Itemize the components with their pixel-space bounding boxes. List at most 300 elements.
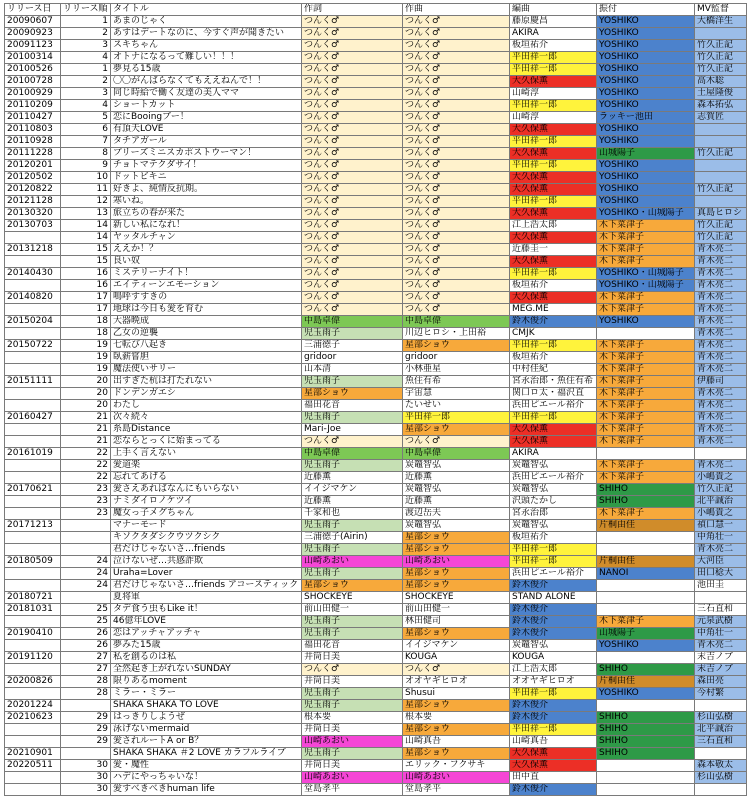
table-cell: つんく♂ (403, 220, 510, 232)
table-cell (695, 196, 747, 208)
table-cell: Shusui (403, 688, 510, 700)
table-cell: 杉山弘樹 (695, 772, 747, 784)
table-cell: 大久保薫 (510, 424, 597, 436)
table-cell: 18 (61, 316, 111, 328)
table-row (5, 376, 747, 388)
table-cell (5, 460, 61, 472)
table-cell: 青木亮二 (695, 280, 747, 292)
table-cell: MEG.ME (510, 304, 597, 316)
table-cell: 青木亮二 (695, 256, 747, 268)
table-cell: つんく♂ (403, 112, 510, 124)
table-cell: 忘れてあげる (111, 472, 302, 484)
table-cell: つんく♂ (403, 16, 510, 28)
table-cell: 末吉ノブ (695, 664, 747, 676)
table-cell: 泳げないmermaid (111, 724, 302, 736)
table-cell: つんく♂ (403, 172, 510, 184)
table-row (5, 64, 747, 76)
table-cell: つんく♂ (403, 40, 510, 52)
table-cell: 青木亮二 (695, 424, 747, 436)
table-cell: 炭竈智弘 (510, 484, 597, 496)
table-cell: YOSHIKO (597, 64, 695, 76)
table-cell: 小嶋貴之 (695, 508, 747, 520)
table-cell: 25 (61, 604, 111, 616)
table-cell: 16 (61, 268, 111, 280)
table-cell: YOSHIKO (597, 172, 695, 184)
table-cell (597, 544, 695, 556)
table-cell: 20100929 (5, 88, 61, 100)
table-cell: 三浦徳子(Airin) (302, 532, 403, 544)
table-cell: 20091123 (5, 40, 61, 52)
table-cell: 23 (61, 508, 111, 520)
table-cell: 木下菜津子 (597, 244, 695, 256)
table-cell: 山崎淳 (510, 88, 597, 100)
table-cell: つんく♂ (302, 256, 403, 268)
table-cell: 板垣祐介 (510, 532, 597, 544)
table-row (5, 352, 747, 364)
table-row (5, 616, 747, 628)
table-cell: SHOCKEYE (403, 592, 510, 604)
table-cell: 22 (61, 472, 111, 484)
table-cell: 平田祥一郎 (510, 688, 597, 700)
table-cell: 末吉ノブ (695, 652, 747, 664)
table-cell: 10 (61, 172, 111, 184)
table-cell: 大久保薫 (510, 184, 597, 196)
table-cell (5, 280, 61, 292)
table-cell: 17 (61, 304, 111, 316)
table-cell: 炭竈智弘 (403, 484, 510, 496)
table-cell: 有頂天LOVE (111, 124, 302, 136)
table-cell: 恋にBooingブー！ (111, 112, 302, 124)
table-cell: 16 (61, 280, 111, 292)
table-row (5, 724, 747, 736)
table-cell (5, 508, 61, 520)
table-cell: 木下菜津子 (597, 460, 695, 472)
table-cell (695, 136, 747, 148)
table-cell: 竹久正記 (695, 220, 747, 232)
table-cell (5, 580, 61, 592)
table-cell: 青木亮二 (695, 640, 747, 652)
table-cell (5, 304, 61, 316)
table-cell: 木下菜津子 (597, 436, 695, 448)
table-cell (597, 652, 695, 664)
table-cell (695, 748, 747, 760)
table-cell (5, 544, 61, 556)
table-cell (597, 772, 695, 784)
table-cell: 20121128 (5, 196, 61, 208)
table-cell: 20110209 (5, 100, 61, 112)
table-cell: 根本要 (403, 712, 510, 724)
table-cell: 20150204 (5, 316, 61, 328)
table-cell: 4 (61, 52, 111, 64)
table-cell: つんく♂ (302, 148, 403, 160)
table-cell: 山崎真吾 (403, 736, 510, 748)
table-cell (5, 328, 61, 340)
table-cell (695, 784, 747, 796)
table-cell: 平田祥一郎 (510, 556, 597, 568)
table-row (5, 136, 747, 148)
table-cell (5, 664, 61, 676)
table-row (5, 40, 747, 52)
table-cell: 片桐由佳 (597, 676, 695, 688)
table-cell: 29 (61, 712, 111, 724)
table-cell: 20110427 (5, 112, 61, 124)
table-cell: gridoor (302, 352, 403, 364)
table-cell: 19 (61, 340, 111, 352)
table-cell (695, 700, 747, 712)
table-cell: つんく♂ (302, 244, 403, 256)
table-cell: 20100314 (5, 52, 61, 64)
table-row (5, 436, 747, 448)
table-cell: つんく♂ (302, 208, 403, 220)
table-cell (5, 256, 61, 268)
table-cell: 藤原慶昌 (510, 16, 597, 28)
table-cell: 出すぎた杭は打たれない (111, 376, 302, 388)
table-cell: キソクタダシクウツクシク (111, 532, 302, 544)
table-cell: 山崎あおい (302, 772, 403, 784)
table-row (5, 220, 747, 232)
table-cell: 平田祥一郎 (510, 196, 597, 208)
table-cell: マナーモード (111, 520, 302, 532)
table-cell (5, 436, 61, 448)
table-cell: 22 (61, 448, 111, 460)
table-cell: 浜田ピエール裕介 (510, 568, 597, 580)
table-cell: Uraha=Lover (111, 568, 302, 580)
table-cell: 鈴木俊介 (510, 316, 597, 328)
table-cell: 福田花音 (302, 400, 403, 412)
table-cell: 寒いね。 (111, 196, 302, 208)
table-cell (695, 448, 747, 460)
table-cell: 林田健司 (403, 616, 510, 628)
table-cell: 愛道楽 (111, 460, 302, 472)
table-cell: 夢見る15歳 (111, 64, 302, 76)
table-cell: 中島卓偉 (302, 448, 403, 460)
column-header: MV監督 (695, 4, 747, 16)
table-cell: 46億年LOVE (111, 616, 302, 628)
table-row (5, 172, 747, 184)
table-cell: 2 (61, 28, 111, 40)
table-cell: 木下菜津子 (597, 340, 695, 352)
table-cell (5, 232, 61, 244)
table-cell: 中島卓偉 (302, 316, 403, 328)
table-cell: 山城陽子 (597, 148, 695, 160)
table-cell: ナミダイロノケツイ (111, 496, 302, 508)
table-cell: 青木亮二 (695, 352, 747, 364)
table-cell: 2 (61, 76, 111, 88)
table-row (5, 592, 747, 604)
table-cell: 20171213 (5, 520, 61, 532)
table-cell: つんく♂ (302, 124, 403, 136)
table-cell: 大久保薫 (510, 292, 597, 304)
table-cell: つんく♂ (403, 148, 510, 160)
table-cell: SHAKA SHAKA TO LOVE (111, 700, 302, 712)
table-row (5, 160, 747, 172)
table-cell: YOSHIKO (597, 316, 695, 328)
table-row (5, 400, 747, 412)
table-cell: つんく♂ (302, 136, 403, 148)
table-cell: つんく♂ (302, 40, 403, 52)
table-cell: 炭竈智弘 (403, 460, 510, 472)
table-cell: チョトマテクダサイ！ (111, 160, 302, 172)
table-cell: 炭竈智弘 (510, 460, 597, 472)
table-cell: 三石直和 (695, 604, 747, 616)
table-cell: 上手く言えない (111, 448, 302, 460)
table-cell: 鈴木俊介 (510, 580, 597, 592)
table-cell: 小林亜星 (403, 364, 510, 376)
table-cell: YOSHIKO (597, 124, 695, 136)
table-cell: 山城陽子 (597, 628, 695, 640)
table-cell (695, 28, 747, 40)
table-cell: 星部ショウ (403, 532, 510, 544)
table-cell: つんく♂ (302, 436, 403, 448)
table-cell: 星部ショウ (403, 340, 510, 352)
table-cell: つんく♂ (403, 256, 510, 268)
table-cell: ドットビキニ (111, 172, 302, 184)
table-cell: つんく♂ (403, 184, 510, 196)
table-cell: つんく♂ (403, 28, 510, 40)
table-cell: 竹久正記 (695, 148, 747, 160)
table-cell: KOUGA (403, 652, 510, 664)
table-cell: STAND ALONE (510, 592, 597, 604)
table-cell: 竹久正記 (695, 184, 747, 196)
table-cell: 沢頭たかし (510, 496, 597, 508)
table-cell: 木下菜津子 (597, 304, 695, 316)
table-cell: つんく♂ (302, 268, 403, 280)
table-cell: 井筒日美 (302, 724, 403, 736)
table-row (5, 664, 747, 676)
table-cell: 児玉雨子 (302, 748, 403, 760)
table-cell: 平田祥一郎 (510, 412, 597, 424)
table-cell: 三浦徳子 (302, 340, 403, 352)
table-cell: つんく♂ (403, 124, 510, 136)
table-cell: 23 (61, 496, 111, 508)
column-header: 作詞 (302, 4, 403, 16)
table-row (5, 604, 747, 616)
table-cell: 児玉雨子 (302, 412, 403, 424)
table-row (5, 736, 747, 748)
table-cell: 5 (61, 112, 111, 124)
table-cell: 20100526 (5, 64, 61, 76)
table-cell: 関口ロ太・福沢直 (510, 388, 597, 400)
table-row (5, 16, 747, 28)
table-cell: 20120822 (5, 184, 61, 196)
table-row (5, 784, 747, 796)
table-cell: 木下菜津子 (597, 220, 695, 232)
table-cell: 伊藤司 (695, 376, 747, 388)
table-cell: ショートカット (111, 100, 302, 112)
table-cell: 浜田ピエール裕介 (510, 472, 597, 484)
table-cell (597, 784, 695, 796)
table-cell: 平田祥一郎 (510, 724, 597, 736)
table-cell (5, 364, 61, 376)
table-cell: 片桐由佳 (597, 520, 695, 532)
table-cell (597, 760, 695, 772)
table-cell: 旅立ちの春が来た (111, 208, 302, 220)
table-cell: 27 (61, 652, 111, 664)
table-cell (5, 568, 61, 580)
table-cell: つんく♂ (403, 76, 510, 88)
table-cell: ミラー・ミラー (111, 688, 302, 700)
song-table (4, 3, 747, 796)
table-cell: gridoor (403, 352, 510, 364)
column-header: リリース日 (5, 4, 61, 16)
table-cell: SHAKA SHAKA ＃2 LOVE カラフルライブ (111, 748, 302, 760)
table-cell: つんく♂ (403, 304, 510, 316)
table-cell: SHIHO (597, 736, 695, 748)
table-cell: 三石直和 (695, 736, 747, 748)
table-cell: 20 (61, 376, 111, 388)
table-cell: 1 (61, 16, 111, 28)
table-cell: 児玉雨子 (302, 568, 403, 580)
table-cell: YOSHIKO (597, 16, 695, 28)
table-cell: はっきりしようぜ (111, 712, 302, 724)
table-cell: 志賀匠 (695, 112, 747, 124)
table-cell: 板垣祐介 (510, 352, 597, 364)
table-cell: 近藤薫 (403, 496, 510, 508)
table-cell: 26 (61, 628, 111, 640)
table-cell: つんく♂ (302, 184, 403, 196)
table-cell: 竹久正記 (695, 484, 747, 496)
table-cell: 大久保薫 (510, 232, 597, 244)
table-cell: YOSHIKO (597, 76, 695, 88)
table-cell: 木下菜津子 (597, 352, 695, 364)
table-row (5, 496, 747, 508)
table-cell: 板垣祐介 (510, 280, 597, 292)
table-cell (597, 328, 695, 340)
table-cell: 20 (61, 400, 111, 412)
table-cell: つんく♂ (403, 664, 510, 676)
table-cell: 星部ショウ (302, 580, 403, 592)
table-row (5, 28, 747, 40)
table-cell: 20151111 (5, 376, 61, 388)
table-cell: 今村繁 (695, 688, 747, 700)
table-cell: 江上浩太郎 (510, 664, 597, 676)
table-cell: 愛さえあればなんにもいらない (111, 484, 302, 496)
table-cell: 炭竈智弘 (403, 520, 510, 532)
table-cell: 25 (61, 616, 111, 628)
table-cell: 井筒日美 (302, 652, 403, 664)
table-cell: 7 (61, 136, 111, 148)
table-cell: 20090923 (5, 28, 61, 40)
table-cell: たいせい (403, 400, 510, 412)
table-cell: Mari-Joe (302, 424, 403, 436)
table-cell: 星部ショウ (403, 700, 510, 712)
table-cell: 24 (61, 580, 111, 592)
table-cell: 元泉武樹 (695, 616, 747, 628)
table-row (5, 208, 747, 220)
table-cell: あすはデートなのに、今すぐ声が聞きたい (111, 28, 302, 40)
table-cell: タデ食う虫もLike it！ (111, 604, 302, 616)
table-cell: 大久保薫 (510, 76, 597, 88)
table-row (5, 652, 747, 664)
table-cell: YOSHIKO (597, 640, 695, 652)
table-cell: 28 (61, 688, 111, 700)
table-cell: YOSHIKO (597, 688, 695, 700)
table-cell: 板垣祐介 (510, 40, 597, 52)
table-cell: つんく♂ (302, 52, 403, 64)
table-cell: 20140430 (5, 268, 61, 280)
table-cell: 20191120 (5, 652, 61, 664)
table-cell: 青木亮二 (695, 436, 747, 448)
table-row (5, 112, 747, 124)
table-cell: 児玉雨子 (302, 376, 403, 388)
table-cell: つんく♂ (302, 304, 403, 316)
table-cell: ラッキー池田 (597, 112, 695, 124)
table-row (5, 532, 747, 544)
table-cell: 青木亮二 (695, 316, 747, 328)
table-cell: 平田祥一郎 (510, 160, 597, 172)
table-cell: 20090607 (5, 16, 61, 28)
table-cell: 森本拓弘 (695, 100, 747, 112)
table-cell: 杉山弘樹 (695, 712, 747, 724)
table-cell: 20 (61, 388, 111, 400)
table-cell (5, 772, 61, 784)
table-row (5, 676, 747, 688)
table-cell: 木下菜津子 (597, 472, 695, 484)
table-cell: 江上浩太郎 (510, 220, 597, 232)
table-cell: つんく♂ (302, 172, 403, 184)
table-cell: 児玉雨子 (302, 328, 403, 340)
table-cell: 19 (61, 364, 111, 376)
table-cell: 大久保薫 (510, 436, 597, 448)
table-cell: つんく♂ (403, 232, 510, 244)
table-cell: つんく♂ (302, 76, 403, 88)
table-cell (61, 592, 111, 604)
table-cell: 夢みた15歳 (111, 640, 302, 652)
table-cell: 19 (61, 352, 111, 364)
table-cell: 新しい私になれ！ (111, 220, 302, 232)
table-cell: 木下菜津子 (597, 412, 695, 424)
table-cell: 田中直 (510, 772, 597, 784)
table-cell: 君だけじゃないさ…friends (111, 544, 302, 556)
table-cell: 片桐由佳 (597, 556, 695, 568)
table-cell: 北平誠治 (695, 724, 747, 736)
table-cell: 次々続々 (111, 412, 302, 424)
table-cell: 根本要 (302, 712, 403, 724)
table-cell: つんく♂ (403, 160, 510, 172)
table-row (5, 484, 747, 496)
table-cell: 全然起き上がれないSUNDAY (111, 664, 302, 676)
table-row (5, 316, 747, 328)
table-cell (5, 388, 61, 400)
table-cell (5, 496, 61, 508)
table-cell: 24 (61, 556, 111, 568)
table-cell: 青木亮二 (695, 388, 747, 400)
table-cell: つんく♂ (302, 280, 403, 292)
table-cell: 3 (61, 40, 111, 52)
header-row (5, 4, 747, 16)
table-cell: 20120201 (5, 160, 61, 172)
table-cell: 鳴呼すすきの (111, 292, 302, 304)
table-cell: 私を創るのは私 (111, 652, 302, 664)
table-row (5, 772, 747, 784)
table-row (5, 268, 747, 280)
table-cell: 渡辺岳夫 (403, 508, 510, 520)
table-row (5, 472, 747, 484)
table-cell: YOSHIKO (597, 136, 695, 148)
table-cell: 20140820 (5, 292, 61, 304)
table-cell: KOUGA (510, 652, 597, 664)
table-cell (5, 688, 61, 700)
table-cell: エリック・フクサキ (403, 760, 510, 772)
table-cell: 星部ショウ (403, 628, 510, 640)
table-cell (5, 532, 61, 544)
table-cell: つんく♂ (302, 196, 403, 208)
table-cell: 星部ショウ (302, 388, 403, 400)
table-cell: 青木亮二 (695, 460, 747, 472)
table-cell: 20150722 (5, 340, 61, 352)
table-cell: 9 (61, 160, 111, 172)
table-cell: 中島卓偉 (403, 316, 510, 328)
